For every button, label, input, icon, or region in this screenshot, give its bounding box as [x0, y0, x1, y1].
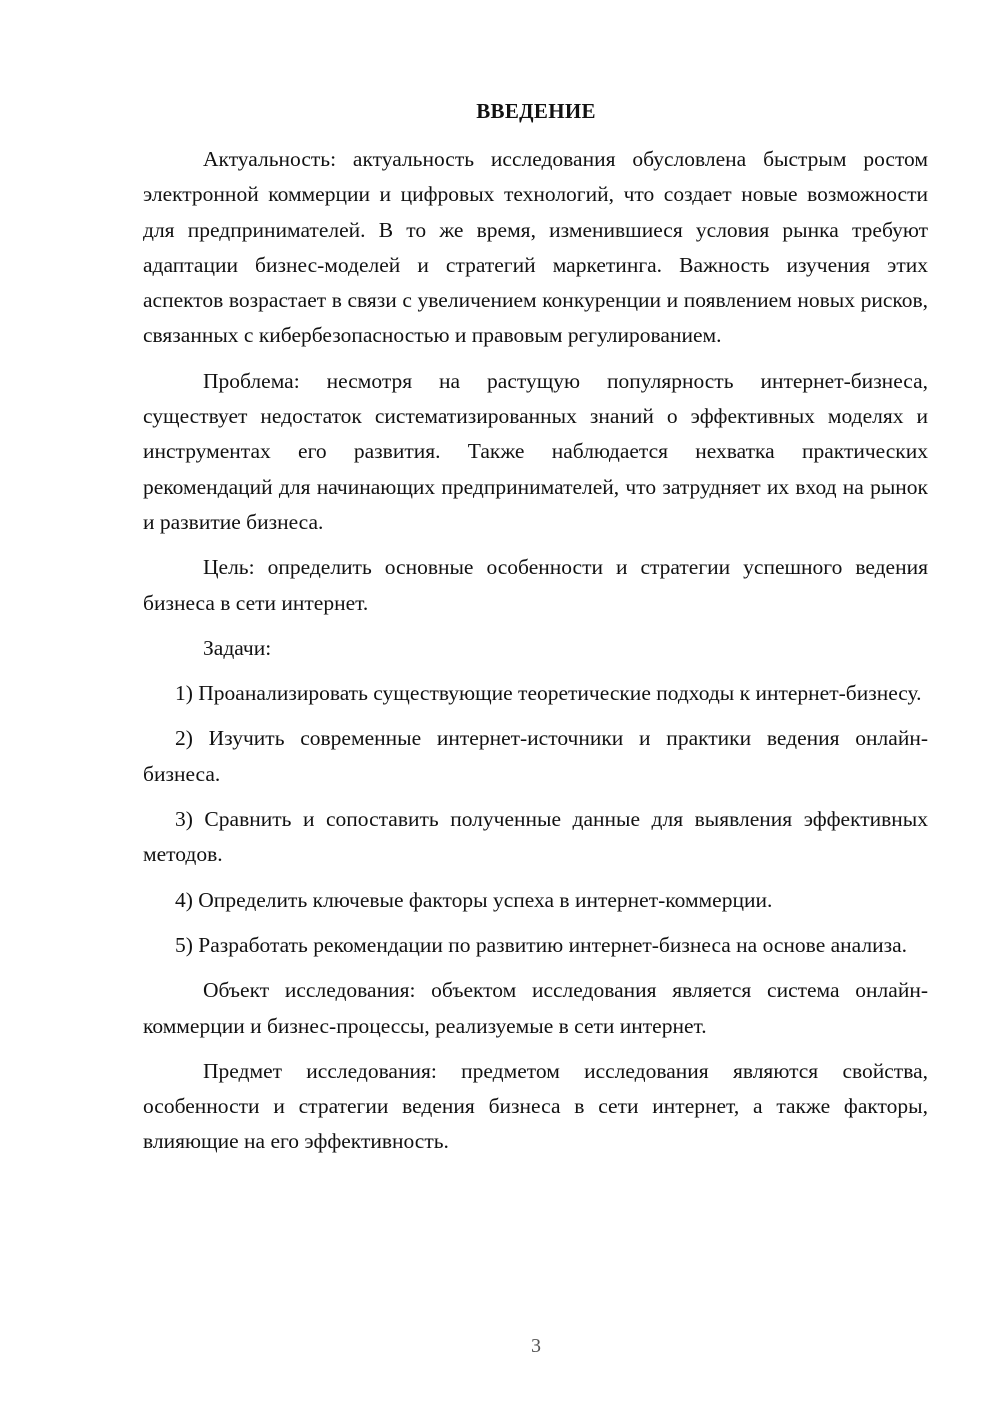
problem-paragraph: Проблема: несмотря на растущую популярность интернет-бизнеса, существует недостаток систематизированных знаний о эффективных моделях и инструментах его развития. Также наблюдается нехватка практических рекомендаций для начинающих предпринимателей, что затрудняет их вход на рынок и развитие бизнеса. [143, 368, 928, 534]
goal-paragraph: Цель: определить основные особенности и стратегии успешного ведения бизнеса в сети интернет. [143, 555, 928, 615]
object-paragraph: Объект исследования: объектом исследования является система онлайн-коммерции и бизнес-процессы, реализуемые в сети интернет. [143, 978, 928, 1038]
page-number: 3 [531, 1335, 541, 1357]
tasks-heading: Задачи: [203, 635, 272, 660]
page-title: ВВЕДЕНИЕ [476, 99, 596, 123]
task-item: 4) Определить ключевые факторы успеха в интернет-коммерции. [175, 887, 773, 912]
task-item: 1) Проанализировать существующие теоретические подходы к интернет-бизнесу. [175, 681, 922, 706]
tasks-list [143, 676, 928, 963]
task-item: 5) Разработать рекомендации по развитию интернет-бизнеса на основе анализа. [175, 932, 908, 957]
task-item: 3) Сравнить и сопоставить полученные данные для выявления эффективных методов. [143, 807, 928, 867]
document-body [143, 142, 928, 1170]
task-item: 2) Изучить современные интернет-источники и практики ведения онлайн-бизнеса. [143, 726, 928, 786]
relevance-paragraph: Актуальность: актуальность исследования обусловлена быстрым ростом электронной коммерции и цифровых технологий, что создает новые возможности для предпринимателей. В то же время, изменившиеся условия рынка требуют адаптации бизнес-моделей и стратегий маркетинга. Важность изучения этих аспектов возрастает в связи с увеличением конкуренции и появлением новых рисков, связанных с кибербезопасностью и правовым регулированием. [143, 147, 928, 348]
subject-paragraph: Предмет исследования: предметом исследования являются свойства, особенности и стратегии ведения бизнеса в сети интернет, а также факторы, влияющие на его эффективность. [143, 1058, 928, 1154]
